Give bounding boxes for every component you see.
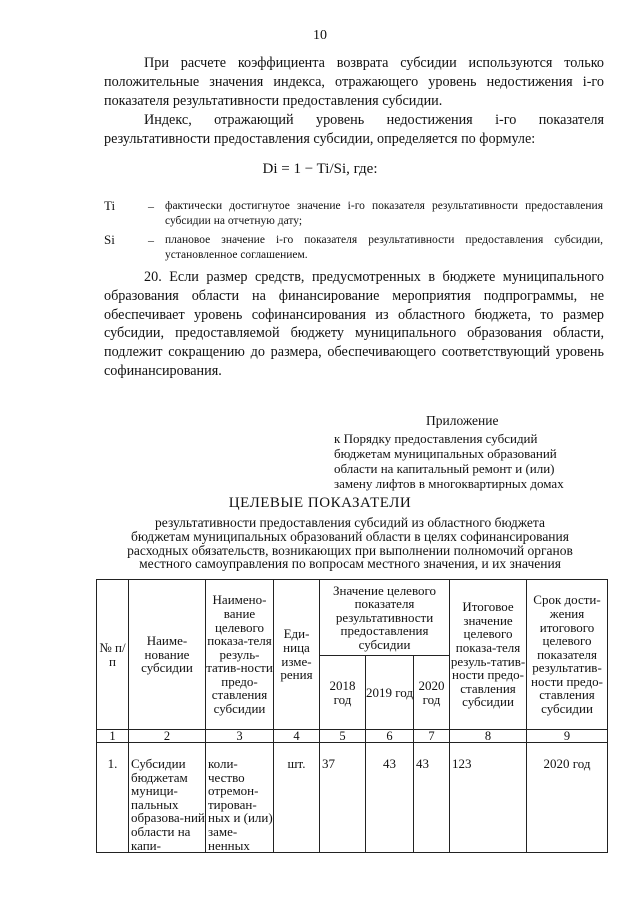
cell-indicator-name: коли-чество отремон-тирован-ных и (или) заме-ненных	[206, 743, 274, 853]
header-year-2018: 2018 год	[320, 656, 366, 730]
subtitle-line: местного самоуправления по вопросам местного значения, и их значения	[139, 556, 561, 572]
cell-subsidy-name: Субсидии бюджетам муници-пальных образова-ний области на капи-	[129, 743, 206, 853]
subtitle-line: бюджетам муниципальных образований области в целях софинансирования	[131, 528, 569, 544]
paragraph-index: Индекс, отражающий уровень недостижения i-го показателя результативности предоставления субсидии, определяется по формуле:	[104, 112, 604, 147]
column-number: 1	[97, 730, 129, 743]
page-number: 10	[313, 28, 327, 43]
definition-dash: –	[148, 199, 154, 213]
definition-text: плановое значение i-го показателя результативности предоставления субсидии, установленное соглашением.	[165, 234, 603, 261]
column-number: 6	[366, 730, 414, 743]
cell-year-2020: 43	[414, 743, 450, 853]
paragraph-coefficient: При расчете коэффициента возврата субсидии используются только положительные значения индекса, отражающего уровень недостижения i-го показателя результативности предоставления субсидии.	[104, 55, 604, 109]
header-year-2020: 2020 год	[414, 656, 450, 730]
cell-unit: шт.	[274, 743, 320, 853]
column-number: 7	[414, 730, 450, 743]
formula: Di = 1 − Ti/Si, где:	[262, 161, 378, 177]
cell-deadline: 2020 год	[527, 743, 608, 853]
cell-year-2019: 43	[366, 743, 414, 853]
column-number: 8	[450, 730, 527, 743]
subtitle-line: результативности предоставления субсидий из областного бюджета	[155, 515, 545, 530]
appendix-title: Приложение	[426, 413, 499, 428]
appendix-line: к Порядку предоставления субсидий	[334, 431, 538, 446]
cell-num: 1.	[97, 743, 129, 853]
appendix-line: области на капитальный ремонт и (или)	[334, 461, 555, 476]
appendix-line: замену лифтов в многоквартирных домах	[334, 476, 564, 491]
cell-year-2018: 37	[320, 743, 366, 853]
subtitle-line: расходных обязательств, возникающих при выполнении полномочий органов	[127, 542, 573, 558]
table-row	[97, 743, 608, 853]
column-number: 4	[274, 730, 320, 743]
definition-dash: –	[148, 233, 154, 247]
header-unit: Еди-ница изме-рения	[274, 580, 320, 730]
paragraph-20: 20. Если размер средств, предусмотренных в бюджете муниципального образования области на финансирование мероприятия подпрограммы, не обеспечивает уровень софинансирования из областного бюджета, то размер субсидии, предоставляемой бюджету муниципального образования области, подлежит сокращению до размера, обеспечивающего соответствующий уровень софинансирования.	[104, 269, 604, 379]
definition-symbol: Si	[104, 232, 115, 247]
definition-symbol: Ti	[104, 198, 116, 213]
document-subtitle	[100, 516, 600, 571]
header-target-value-group: Значение целевого показателя результативности предоставления субсидии	[320, 580, 450, 656]
column-number: 5	[320, 730, 366, 743]
cell-final-value: 123	[450, 743, 527, 853]
column-number: 9	[527, 730, 608, 743]
header-year-2019: 2019 год	[366, 656, 414, 730]
document-title: ЦЕЛЕВЫЕ ПОКАЗАТЕЛИ	[228, 495, 412, 511]
column-number: 2	[129, 730, 206, 743]
header-subsidy-name: Наиме-нование субсидии	[129, 580, 206, 730]
header-deadline: Срок дости-жения итогового целевого показателя результатив-ности предо-ставления субсидии	[527, 580, 608, 730]
definition-text: фактически достигнутое значение i-го показателя результативности предоставления субсидии на отчетную дату;	[165, 200, 603, 227]
header-final-value: Итоговое значение целевого показа-теля резуль-татив-ности предо-ставления субсидии	[450, 580, 527, 730]
header-indicator-name: Наимено-вание целевого показа-теля резуль-татив-ности предо-ставления субсидии	[206, 580, 274, 730]
appendix-line: бюджетам муниципальных образований	[334, 446, 557, 461]
column-number: 3	[206, 730, 274, 743]
target-indicators-table	[96, 579, 608, 853]
header-num: № п/п	[97, 580, 129, 730]
